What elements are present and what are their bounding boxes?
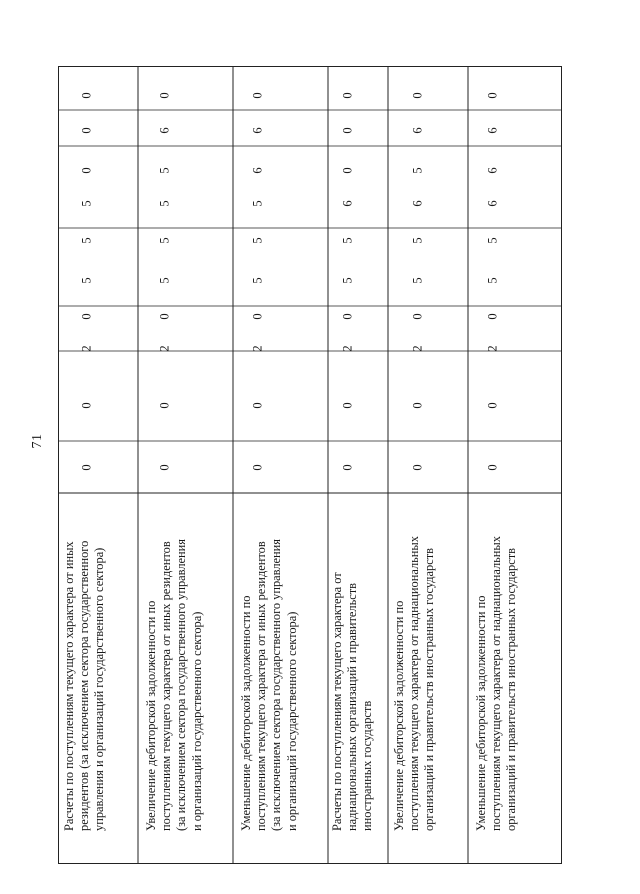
table-cell-value: 0	[79, 92, 94, 99]
row-label: Расчеты по поступлениям текущего характера от иных резидентов (за исключением сектора государственного управления и организаций государственного сектора)	[62, 540, 107, 831]
table-cell-value: 5	[157, 237, 172, 244]
table-cell-value: 2	[485, 345, 500, 352]
table-cell-value: 6	[485, 200, 500, 207]
page-number: 71	[30, 433, 45, 449]
table-cell-value: 6	[340, 200, 355, 207]
table-cell-value: 5	[410, 237, 425, 244]
table-cell-value: 0	[340, 313, 355, 320]
table-cell-value: 0	[485, 464, 500, 471]
row-label: Уменьшение дебиторской задолженности по поступлениям текущего характера от иных резидентов (за исключением сектора государственного управления и организаций государственного сектора)	[239, 538, 299, 831]
table-cell-value: 0	[250, 402, 265, 409]
table-cell-value: 0	[79, 313, 94, 320]
table-cell-value: 5	[157, 167, 172, 174]
table-cell-value: 0	[340, 167, 355, 174]
table-cell-value: 0	[250, 92, 265, 99]
table-cell-value: 0	[410, 92, 425, 99]
table-cell-value: 5	[79, 237, 94, 244]
table-cell-value: 5	[157, 277, 172, 284]
table-cell-value: 5	[250, 200, 265, 207]
table-cell-value: 5	[485, 277, 500, 284]
table-cell-value: 0	[79, 464, 94, 471]
table-cell-value: 0	[79, 167, 94, 174]
table-cell-value: 0	[485, 313, 500, 320]
table-cell-value: 0	[485, 402, 500, 409]
table-cell-value: 6	[485, 127, 500, 134]
table-cell-value: 0	[410, 464, 425, 471]
table-cell-value: 0	[157, 402, 172, 409]
table-cell-value: 0	[250, 464, 265, 471]
table-cell-value: 0	[157, 92, 172, 99]
table-cell-value: 0	[485, 92, 500, 99]
table-cell-value: 5	[79, 200, 94, 207]
table-cell-value: 5	[485, 237, 500, 244]
row-label: Увеличение дебиторской задолженности по поступлениям текущего характера от наднациональных организаций и правительств иностранных государств	[392, 536, 437, 831]
budget-classification-table	[58, 66, 562, 864]
table-cell-value: 0	[340, 127, 355, 134]
table-cell-value: 6	[485, 167, 500, 174]
table-cell-value: 6	[157, 127, 172, 134]
table-cell-value: 0	[157, 313, 172, 320]
row-label: Расчеты по поступлениям текущего характера от наднациональных организаций и правительств иностранных государств	[330, 572, 375, 831]
table-cell-value: 5	[340, 237, 355, 244]
table-cell-value: 5	[410, 167, 425, 174]
table-cell-value: 0	[340, 464, 355, 471]
table-cell-value: 5	[79, 277, 94, 284]
table-cell-value: 0	[340, 92, 355, 99]
table-cell-value: 2	[410, 345, 425, 352]
table-cell-value: 0	[79, 127, 94, 134]
table-cell-value: 0	[157, 464, 172, 471]
table-cell-value: 6	[410, 200, 425, 207]
table-cell-value: 2	[157, 345, 172, 352]
table-cell-value: 6	[250, 127, 265, 134]
table-cell-value: 0	[410, 402, 425, 409]
table-cell-value: 5	[250, 277, 265, 284]
table-cell-value: 6	[410, 127, 425, 134]
row-label: Увеличение дебиторской задолженности по поступлениям текущего характера от иных резидентов (за исключением сектора государственного управления и организаций государственного сектора)	[144, 538, 204, 831]
table-cell-value: 6	[250, 167, 265, 174]
row-label: Уменьшение дебиторской задолженности по поступлениям текущего характера от наднациональных организаций и правительств иностранных государств	[474, 536, 519, 831]
table-cell-value: 5	[157, 200, 172, 207]
table-cell-value: 0	[340, 402, 355, 409]
table-cell-value: 2	[79, 345, 94, 352]
table-cell-value: 0	[250, 313, 265, 320]
table-cell-value: 5	[250, 237, 265, 244]
table-cell-value: 0	[79, 402, 94, 409]
table-cell-value: 2	[250, 345, 265, 352]
table-cell-value: 2	[340, 345, 355, 352]
table-cell-value: 5	[410, 277, 425, 284]
table-cell-value: 0	[410, 313, 425, 320]
table-cell-value: 5	[340, 277, 355, 284]
